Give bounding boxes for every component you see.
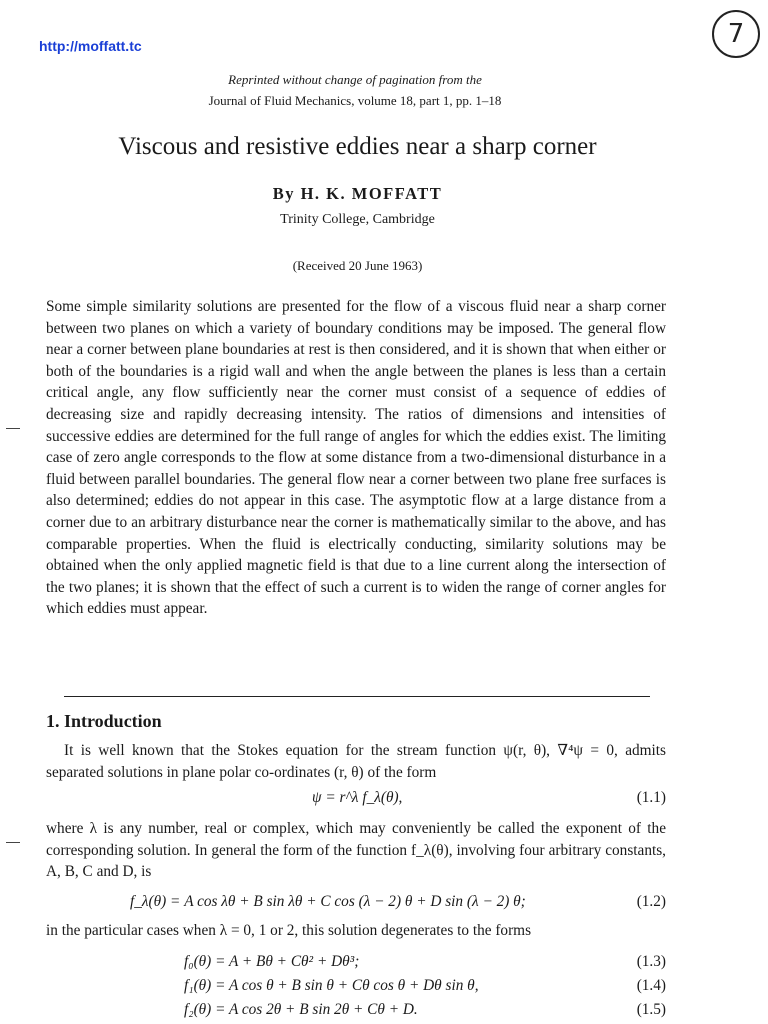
equation-1-5-number: (1.5) (636, 1001, 666, 1018)
source-url-link[interactable]: http://moffatt.tc (39, 38, 142, 54)
equation-1-1-number: (1.1) (636, 789, 666, 806)
abstract-text: Some simple similarity solutions are presented for the flow of a viscous fluid near a sharp corner between two planes on which a variety of boundary conditions may be imposed. The general flow near a corner between plane boundaries at rest is then considered, and it is shown that when either or both of the boundaries is a rigid wall and when the angle between the planes is less than a certain critical angle, any flow sufficiently near the corner must consist of a sequence of eddies of decreasing size and rapidly decreasing intensity. The ratios of dimensions and intensities of successive eddies are determined for the full range of angles for which the eddies exist. The limiting case of zero angle corresponds to the flow at some distance from a two-dimensional disturbance in a fluid between parallel boundaries. The general flow near a corner between two plane free surfaces is also determined; eddies do not appear in this case. The asymptotic flow at a large distance from a corner due to an arbitrary disturbance near the corner is mathematically similar to the above, and has comparable properties. When the fluid is electrically conducting, similarity solutions may be obtained when the only applied magnetic field is that due to a line current along the intersection of the two planes; it is shown that the effect of such a current is to widen the range of corner angles for which eddies must appear. (46, 298, 666, 618)
intro-paragraph-3: in the particular cases when λ = 0, 1 or 2, this solution degenerates to the forms (46, 922, 532, 939)
handwritten-page-number: 7 (712, 10, 760, 58)
equation-1-4-expr: f₁(θ) = A cos θ + B sin θ + Cθ cos θ + Dθ sin θ, (184, 977, 479, 994)
equation-1-2-number: (1.2) (636, 893, 666, 910)
intro-paragraph-1: It is well known that the Stokes equation for the stream function ψ(r, θ), ∇⁴ψ = 0, admits separated solutions in plane polar co-ordinates (r, θ) of the form (46, 742, 666, 781)
author-line: By H. K. MOFFATT (272, 184, 443, 203)
section-heading-introduction: 1. Introduction (46, 711, 162, 731)
margin-tick-mark (6, 428, 20, 429)
equation-1-3-expr: f₀(θ) = A + Bθ + Cθ² + Dθ³; (184, 953, 360, 970)
reprint-note: Reprinted without change of pagination from the (228, 72, 482, 87)
margin-tick-mark (6, 842, 20, 843)
section-divider (64, 696, 650, 697)
equation-1-1-expr: ψ = r^λ f_λ(θ), (312, 789, 403, 806)
equation-1-2-expr: f_λ(θ) = A cos λθ + B sin λθ + C cos (λ − 2) θ + D sin (λ − 2) θ; (130, 893, 526, 910)
intro-paragraph-2: where λ is any number, real or complex, which may conveniently be called the exponent of the corresponding solution. In general the form of the function f_λ(θ), involving four arbitrary constants, A, B, C and D, is (46, 820, 666, 881)
equation-1-4-number: (1.4) (636, 977, 666, 994)
equation-1-3-number: (1.3) (636, 953, 666, 970)
received-date: (Received 20 June 1963) (292, 258, 423, 273)
paper-title: Viscous and resistive eddies near a sharp corner (118, 133, 597, 160)
journal-citation: Journal of Fluid Mechanics, volume 18, part 1, pp. 1–18 (208, 93, 502, 108)
affiliation: Trinity College, Cambridge (280, 212, 435, 227)
equation-1-5-expr: f₂(θ) = A cos 2θ + B sin 2θ + Cθ + D. (184, 1001, 418, 1018)
